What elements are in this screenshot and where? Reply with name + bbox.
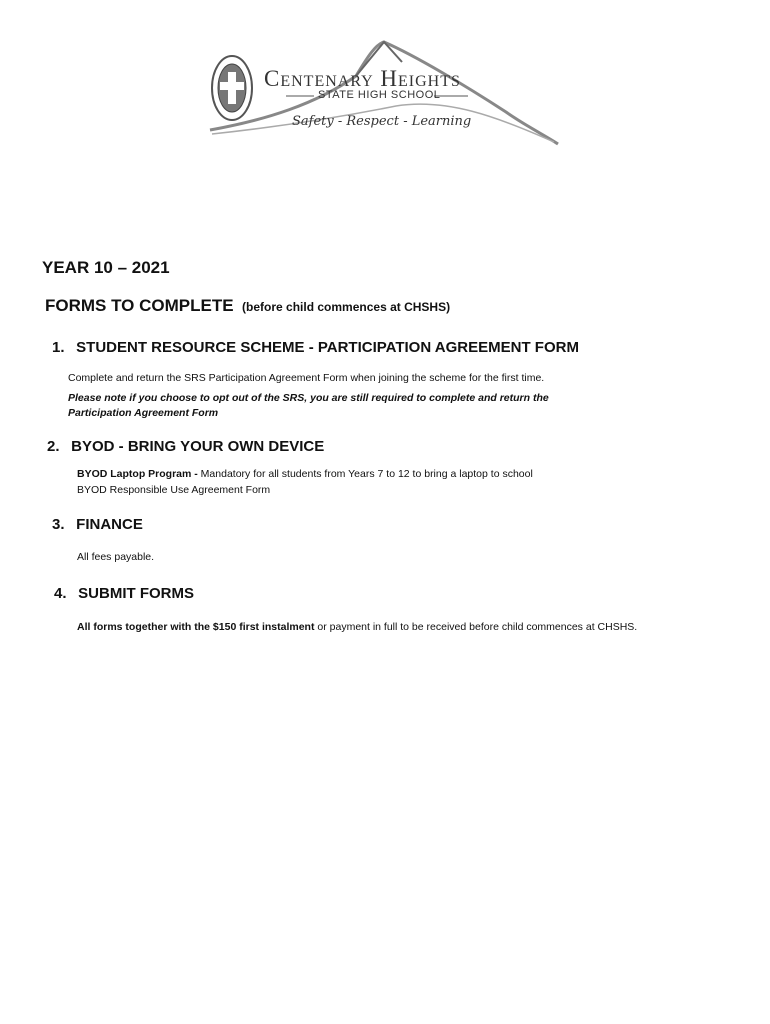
section-3-text: All fees payable. bbox=[77, 551, 155, 563]
school-motto: Safety - Respect - Learning bbox=[292, 114, 472, 129]
section-4-text-bold: All forms together with the $150 first instalment bbox=[77, 621, 315, 633]
section-1-text: Complete and return the SRS Participation Agreement Form when joining the scheme for the first time. bbox=[68, 372, 545, 384]
forms-title-main: FORMS TO COMPLETE bbox=[45, 296, 234, 315]
section-2-text-bold: BYOD Laptop Program - bbox=[77, 468, 198, 480]
school-subname: STATE HIGH SCHOOL bbox=[318, 89, 441, 101]
section-1-title: STUDENT RESOURCE SCHEME - PARTICIPATION AGREEMENT FORM bbox=[76, 339, 579, 356]
school-name: Centenary Heights bbox=[264, 66, 461, 91]
section-1-note bbox=[68, 391, 549, 421]
section-1-heading bbox=[52, 339, 579, 356]
section-4-text-rest: or payment in full to be received before child commences at CHSHS. bbox=[314, 621, 638, 633]
forms-title bbox=[45, 296, 450, 316]
section-4-title: SUBMIT FORMS bbox=[78, 585, 194, 602]
section-1-note-line1: Please note if you choose to opt out of the SRS, you are still required to complete and return the bbox=[68, 392, 549, 404]
school-logo bbox=[206, 36, 562, 148]
section-1-note-line2: Participation Agreement Form bbox=[68, 407, 219, 419]
section-3-number: 3. bbox=[52, 516, 65, 533]
forms-title-sub: (before child commences at CHSHS) bbox=[242, 300, 451, 314]
section-3-title: FINANCE bbox=[76, 516, 143, 533]
section-2-text-2: BYOD Responsible Use Agreement Form bbox=[77, 484, 271, 496]
section-2-text bbox=[77, 468, 533, 480]
section-3-heading bbox=[52, 516, 143, 533]
section-1-number: 1. bbox=[52, 339, 65, 356]
section-4-heading bbox=[54, 585, 194, 602]
section-4-text bbox=[77, 621, 637, 633]
section-2-number: 2. bbox=[47, 438, 60, 455]
section-4-number: 4. bbox=[54, 585, 67, 602]
section-2-heading bbox=[47, 438, 324, 455]
section-2-text-rest: Mandatory for all students from Years 7 to 12 to bring a laptop to school bbox=[197, 468, 533, 480]
year-heading: YEAR 10 – 2021 bbox=[42, 258, 170, 277]
section-2-title: BYOD - BRING YOUR OWN DEVICE bbox=[71, 438, 325, 455]
